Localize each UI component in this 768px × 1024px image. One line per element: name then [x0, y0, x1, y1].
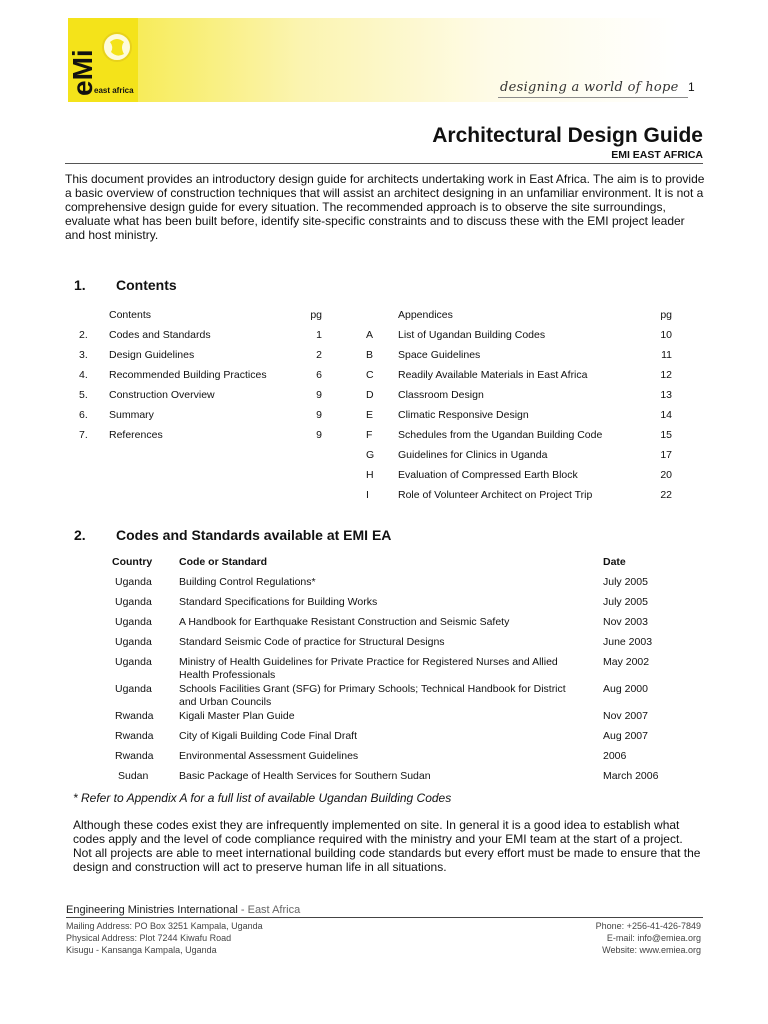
appendix-pg: 12	[660, 369, 672, 381]
table-cell-country: Uganda	[115, 636, 152, 648]
globe-icon	[100, 30, 134, 64]
table-cell-code: Kigali Master Plan Guide	[179, 710, 295, 722]
contents-link[interactable]: Summary	[109, 409, 154, 421]
appendix-letter: B	[366, 349, 374, 361]
table-cell-date: March 2006	[603, 770, 659, 782]
appendices-header-label: Appendices	[398, 309, 453, 321]
table-cell-date: 2006	[603, 750, 627, 762]
contents-num: 7.	[79, 429, 88, 441]
contents-pg: 2	[316, 349, 322, 361]
page-title: Architectural Design Guide	[432, 124, 703, 147]
appendix-pg: 15	[660, 429, 672, 441]
appendix-pg: 10	[660, 329, 672, 341]
contents-num: 6.	[79, 409, 88, 421]
appendix-link[interactable]: Readily Available Materials in East Africa	[398, 369, 588, 381]
table-cell-code: Standard Seismic Code of practice for Structural Designs	[179, 636, 445, 648]
table-cell-country: Uganda	[115, 596, 152, 608]
contents-num: 4.	[79, 369, 88, 381]
appendix-pg: 14	[660, 409, 672, 421]
tagline-rule	[498, 97, 688, 98]
contents-num: 5.	[79, 389, 88, 401]
section-2-number: 2.	[74, 527, 86, 543]
appendix-link[interactable]: Guidelines for Clinics in Uganda	[398, 449, 548, 461]
contents-link[interactable]: Design Guidelines	[109, 349, 195, 361]
appendix-link[interactable]: Role of Volunteer Architect on Project Trip	[398, 489, 593, 501]
table-cell-country: Uganda	[115, 656, 152, 668]
table-cell-code: Schools Facilities Grant (SFG) for Primary Schools; Technical Handbook for District	[179, 683, 566, 695]
footer-physical-address: Physical Address: Plot 7244 Kiwafu Road	[66, 933, 232, 943]
contents-pg: 9	[316, 409, 322, 421]
table-cell-country: Rwanda	[115, 710, 154, 722]
appendix-link[interactable]: Classroom Design	[398, 389, 484, 401]
table-cell-country: Sudan	[118, 770, 149, 782]
footnote: * Refer to Appendix A for a full list of available Ugandan Building Codes	[73, 791, 452, 805]
footer-organization	[66, 904, 300, 916]
contents-link[interactable]: Construction Overview	[109, 389, 215, 401]
appendix-link[interactable]: Evaluation of Compressed Earth Block	[398, 469, 578, 481]
table-cell-date: Aug 2007	[603, 730, 648, 742]
appendix-link[interactable]: Schedules from the Ugandan Building Code	[398, 429, 603, 441]
table-cell-date: Nov 2003	[603, 616, 648, 628]
table-cell-date: May 2002	[603, 656, 650, 668]
appendix-pg: 11	[661, 349, 672, 361]
contents-link[interactable]: Codes and Standards	[109, 329, 211, 341]
footer-city: Kisugu - Kansanga Kampala, Uganda	[66, 945, 217, 955]
table-cell-date: July 2005	[603, 576, 648, 588]
footer-org-name: Engineering Ministries International	[66, 904, 238, 916]
tagline: designing a world of hope	[500, 80, 679, 95]
contents-pg: 9	[316, 429, 322, 441]
footer-divider	[66, 917, 703, 918]
table-cell-code: Building Control Regulations*	[179, 576, 316, 588]
footer-org-suffix: - East Africa	[237, 904, 301, 916]
table-cell-date: July 2005	[603, 596, 648, 608]
appendix-pg: 22	[660, 489, 672, 501]
appendix-link[interactable]: Space Guidelines	[398, 349, 481, 361]
section-1-heading: Contents	[116, 277, 177, 293]
footer-email[interactable]: E-mail: info@emiea.org	[606, 933, 701, 943]
contents-header-pg: pg	[310, 309, 322, 321]
appendix-letter: F	[366, 429, 373, 441]
table-cell-code: Basic Package of Health Services for Southern Sudan	[179, 770, 431, 782]
appendix-letter: I	[366, 489, 369, 501]
contents-num: 3.	[79, 349, 88, 361]
column-header-code: Code or Standard	[179, 556, 268, 568]
appendix-pg: 17	[660, 449, 672, 461]
logo-wordmark-text: eMi	[67, 49, 98, 96]
page-number: 1	[688, 80, 695, 94]
table-cell-code: A Handbook for Earthquake Resistant Construction and Seismic Safety	[179, 616, 510, 628]
table-cell-date: Aug 2000	[603, 683, 648, 695]
table-cell-code: and Urban Councils	[179, 696, 272, 708]
contents-pg: 1	[316, 329, 322, 341]
table-cell-country: Rwanda	[115, 730, 154, 742]
contents-header-label: Contents	[109, 309, 152, 321]
footer-website[interactable]: Website: www.emiea.org	[602, 945, 701, 955]
appendix-letter: E	[366, 409, 374, 421]
appendix-letter: C	[366, 369, 374, 381]
footer-mailing-address: Mailing Address: PO Box 3251 Kampala, Uganda	[66, 921, 263, 931]
column-header-date: Date	[603, 556, 626, 568]
table-cell-country: Uganda	[115, 616, 152, 628]
contents-pg: 6	[316, 369, 322, 381]
intro-paragraph: This document provides an introductory design guide for architects undertaking work in East Africa. The aim is to provide a basic overview of construction techniques that will assist an architect designing in an unfamiliar environment. It is not a comprehensive design guide for every situation. The recommended approach is to observe the site surroundings, evaluate what has been built before, identify site-specific constraints and to discuss these with the EMI project leader and host ministry.	[65, 172, 705, 242]
appendix-letter: D	[366, 389, 374, 401]
appendix-pg: 20	[660, 469, 672, 481]
title-divider	[65, 163, 703, 164]
table-cell-date: Nov 2007	[603, 710, 648, 722]
footer-phone: Phone: +256-41-426-7849	[595, 921, 701, 931]
table-cell-date: June 2003	[603, 636, 653, 648]
closing-paragraph: Although these codes exist they are infrequently implemented on site. In general it is a good idea to establish what codes apply and the level of code compliance required with the ministry and your EMI team at the start of a project. Not all projects are able to meet international building code standards but every effort must be made to ensure that the design and construction will act to preserve human life in all situations.	[73, 818, 701, 874]
table-cell-code: Ministry of Health Guidelines for Private Practice for Registered Nurses and Allied	[179, 656, 558, 668]
column-header-country: Country	[112, 556, 153, 568]
table-cell-code: Standard Specifications for Building Works	[179, 596, 378, 608]
section-1-number: 1.	[74, 277, 86, 293]
contents-link[interactable]: Recommended Building Practices	[109, 369, 267, 381]
contents-link[interactable]: References	[109, 429, 163, 441]
appendix-link[interactable]: List of Ugandan Building Codes	[398, 329, 546, 341]
table-cell-country: Uganda	[115, 683, 152, 695]
table-cell-country: Rwanda	[115, 750, 154, 762]
section-2-heading: Codes and Standards available at EMI EA	[116, 527, 392, 543]
appendix-link[interactable]: Climatic Responsive Design	[398, 409, 529, 421]
appendix-letter: H	[366, 469, 374, 481]
table-cell-code: Health Professionals	[179, 669, 276, 681]
contents-pg: 9	[316, 389, 322, 401]
appendix-pg: 13	[660, 389, 672, 401]
appendices-header-pg: pg	[660, 309, 672, 321]
appendix-letter: G	[366, 449, 375, 461]
table-cell-code: City of Kigali Building Code Final Draft	[179, 730, 357, 742]
contents-num: 2.	[79, 329, 88, 341]
appendix-letter: A	[366, 329, 374, 341]
logo-subtext: east africa	[94, 86, 134, 95]
table-cell-code: Environmental Assessment Guidelines	[179, 750, 359, 762]
page-subtitle: EMI EAST AFRICA	[611, 149, 703, 161]
table-cell-country: Uganda	[115, 576, 152, 588]
emi-logo-wordmark	[67, 26, 98, 98]
